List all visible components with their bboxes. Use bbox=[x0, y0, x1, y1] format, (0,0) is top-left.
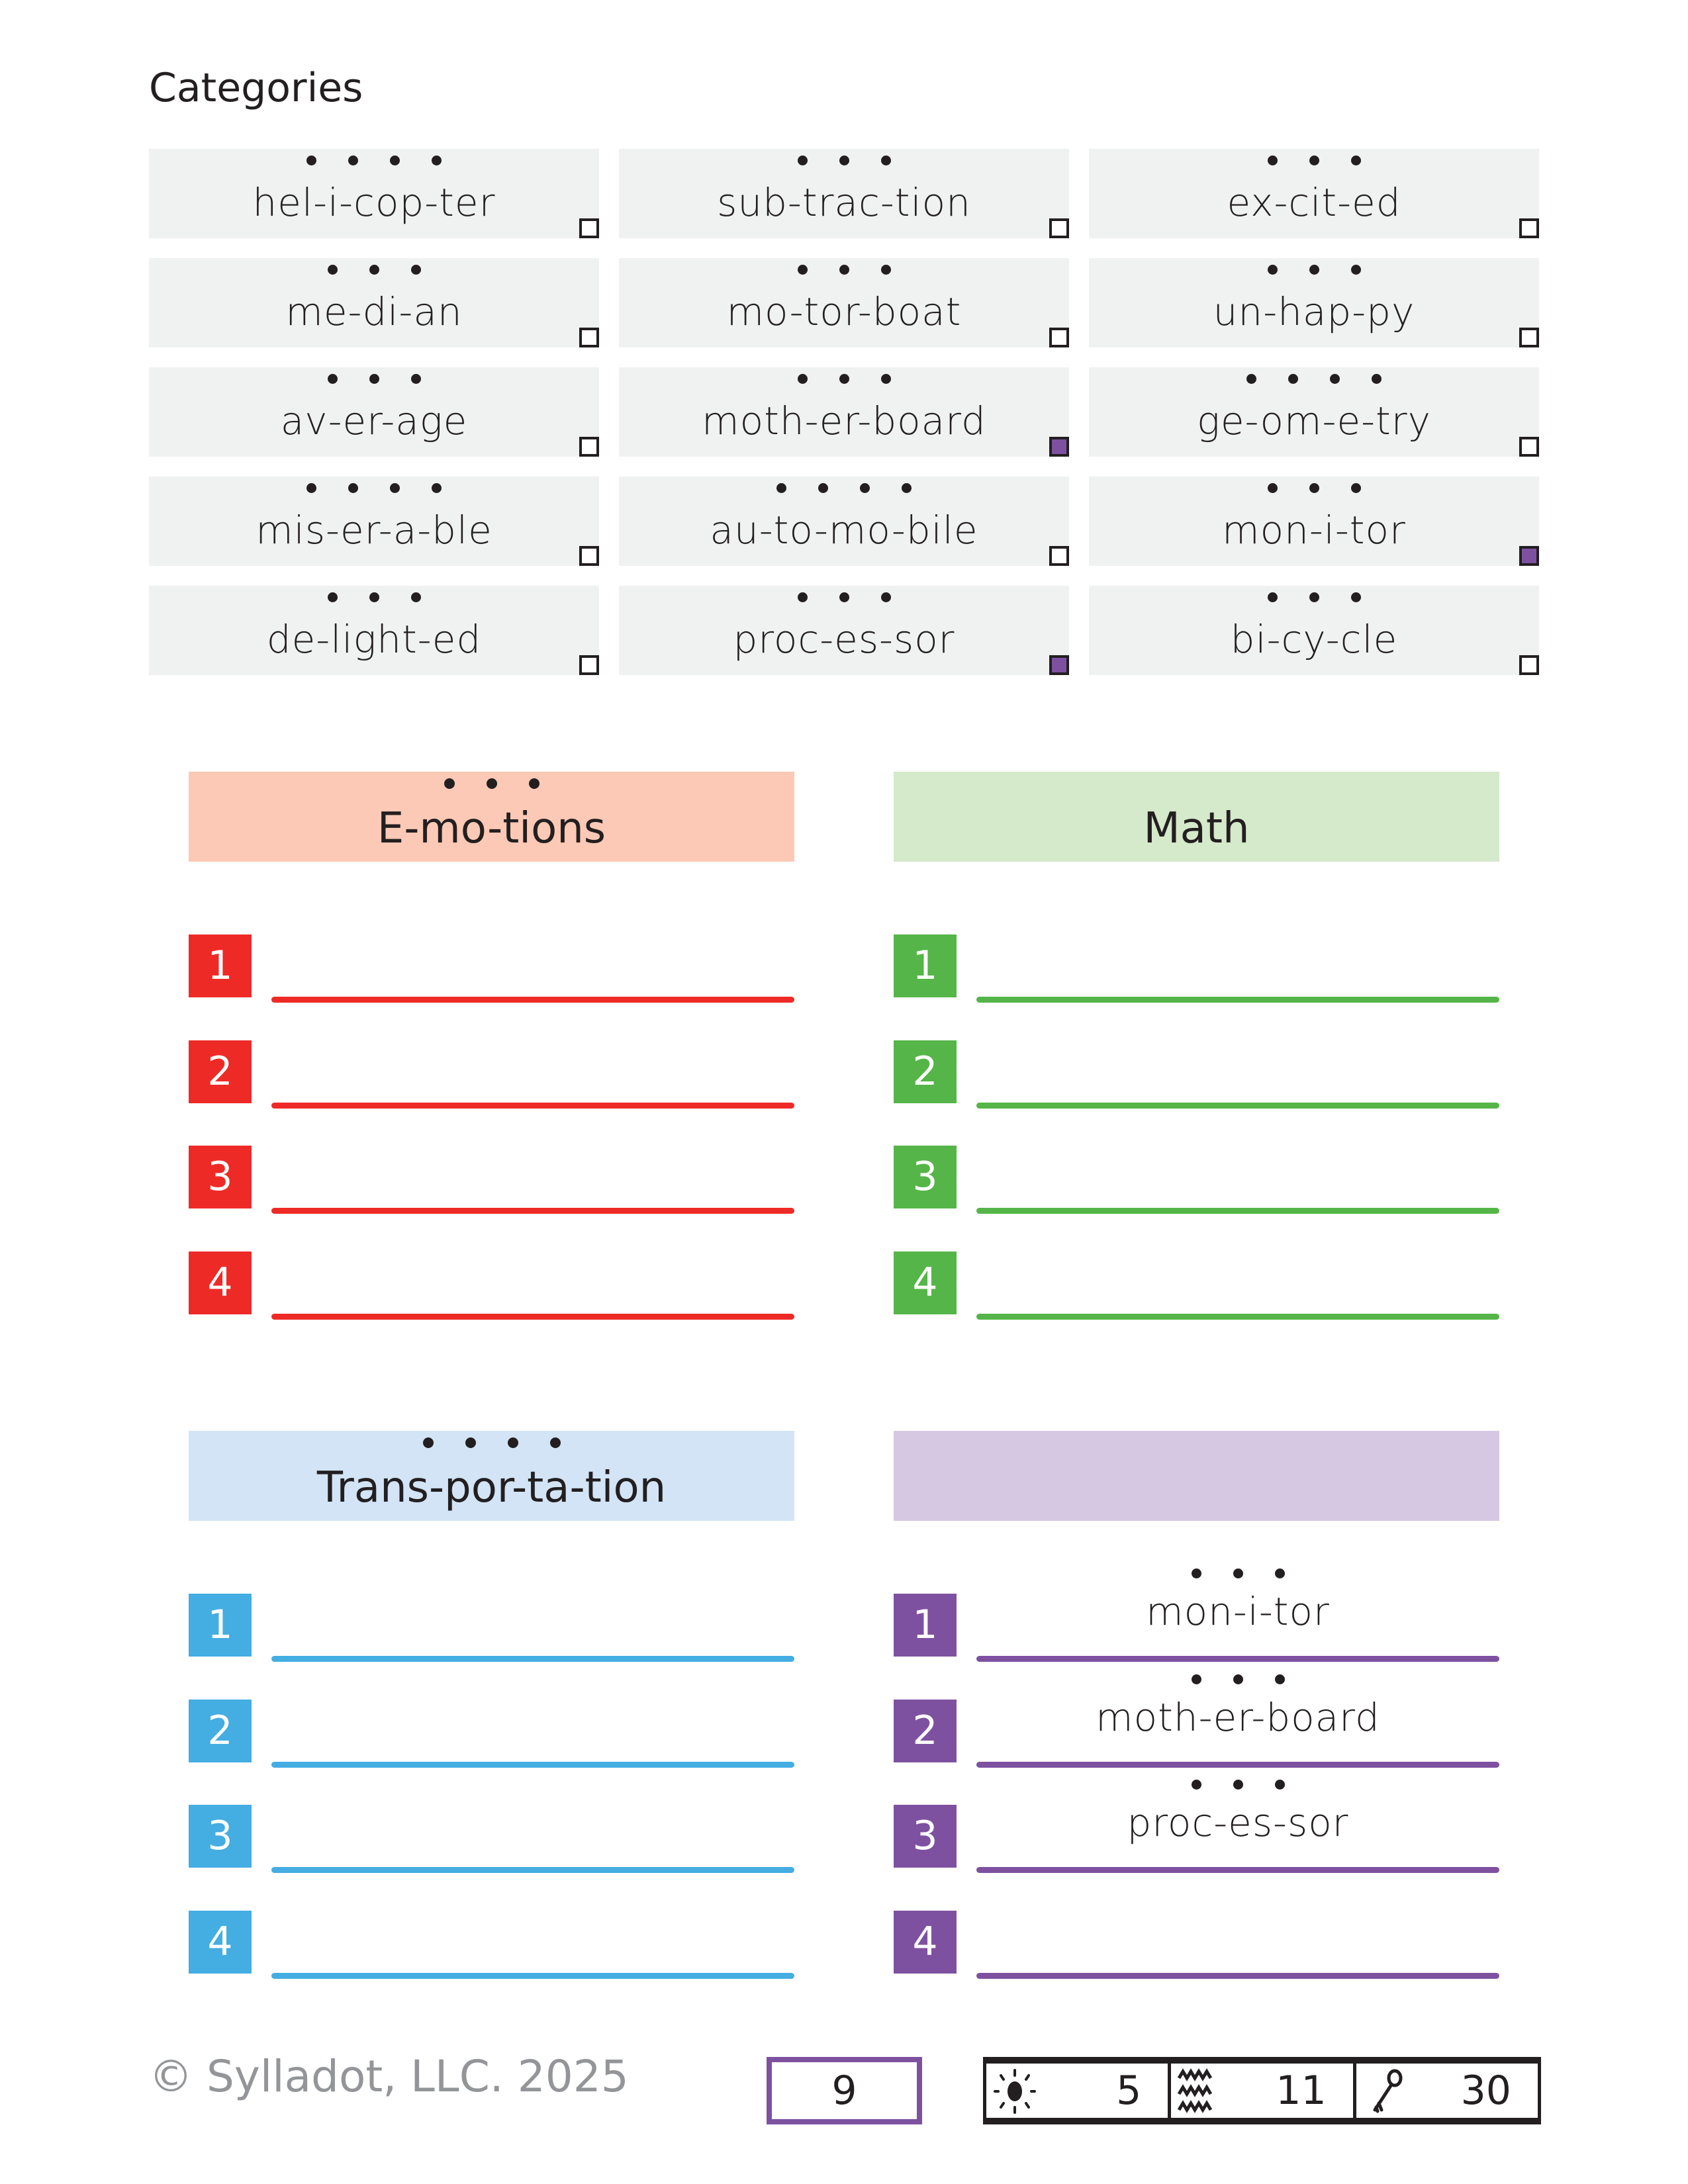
syllable-dot-icon bbox=[1192, 1674, 1201, 1684]
category-title: E-mo-tions bbox=[377, 804, 606, 853]
syllable-dot-icon bbox=[1233, 1780, 1243, 1790]
syllable-dots bbox=[189, 1437, 794, 1451]
word-card[interactable] bbox=[619, 586, 1069, 675]
word-card[interactable] bbox=[1089, 477, 1539, 566]
answer-line bbox=[976, 997, 1499, 1003]
copyright: © Sylladot, LLC. 2025 bbox=[149, 2051, 629, 2102]
answer-field[interactable] bbox=[271, 1120, 794, 1206]
row-number: 3 bbox=[189, 1805, 252, 1868]
score-key bbox=[1356, 2064, 1538, 2118]
word-card-label: proc-es-sor bbox=[733, 617, 955, 662]
answer-field[interactable] bbox=[271, 1780, 794, 1866]
syllable-dot-icon bbox=[550, 1437, 561, 1448]
word-card[interactable] bbox=[149, 367, 599, 457]
answer-field[interactable] bbox=[976, 1886, 1499, 1972]
waves-icon bbox=[1176, 2068, 1223, 2114]
answer-field[interactable] bbox=[976, 1674, 1499, 1760]
syllable-dot-icon bbox=[348, 156, 358, 165]
answer-field[interactable] bbox=[271, 1886, 794, 1972]
syllable-dots bbox=[619, 265, 1069, 278]
word-card-label: de-light-ed bbox=[266, 617, 482, 662]
syllable-dot-icon bbox=[1330, 374, 1340, 384]
answer-row bbox=[894, 934, 1499, 998]
syllable-dot-icon bbox=[1268, 483, 1278, 493]
word-card-label: au-to-mo-bile bbox=[710, 508, 978, 553]
word-card-label: me-di-an bbox=[285, 289, 463, 334]
answer-line bbox=[976, 1103, 1499, 1109]
syllable-dot-icon bbox=[1351, 156, 1361, 165]
answer-row bbox=[189, 1805, 794, 1868]
syllable-dot-icon bbox=[1309, 265, 1319, 275]
word-card[interactable] bbox=[1089, 586, 1539, 675]
answer-field[interactable] bbox=[976, 1780, 1499, 1866]
answer-field[interactable] bbox=[976, 1569, 1499, 1655]
syllable-dot-icon bbox=[1309, 483, 1319, 493]
word-card-label: mo-tor-boat bbox=[726, 289, 962, 334]
row-number: 1 bbox=[189, 1594, 252, 1657]
row-number: 4 bbox=[894, 1251, 957, 1314]
row-number: 3 bbox=[189, 1146, 252, 1208]
answer-field[interactable] bbox=[271, 909, 794, 995]
answer-row bbox=[189, 1146, 794, 1209]
word-card-label: bi-cy-cle bbox=[1230, 617, 1398, 662]
syllable-dot-icon bbox=[798, 592, 808, 602]
syllable-dots bbox=[619, 156, 1069, 169]
row-number: 4 bbox=[189, 1911, 252, 1974]
answer-text: mon-i-tor bbox=[1146, 1589, 1330, 1634]
syllable-dots bbox=[619, 592, 1069, 606]
answer-row bbox=[894, 1589, 1499, 1657]
answer-field[interactable] bbox=[976, 1226, 1499, 1312]
score-waves-value: 11 bbox=[1276, 2068, 1327, 2114]
word-checkbox[interactable] bbox=[579, 218, 599, 238]
syllable-dots bbox=[1089, 156, 1539, 169]
answer-field[interactable] bbox=[271, 1015, 794, 1101]
syllable-dot-icon bbox=[1309, 592, 1319, 602]
syllable-dot-icon bbox=[798, 265, 808, 275]
answer-line bbox=[271, 1762, 794, 1768]
answer-field[interactable] bbox=[976, 1015, 1499, 1101]
syllable-dot-icon bbox=[902, 483, 912, 493]
syllable-dots bbox=[976, 1780, 1499, 1793]
answer-line bbox=[976, 1208, 1499, 1214]
row-number: 1 bbox=[894, 1594, 957, 1657]
syllable-dot-icon bbox=[1351, 265, 1361, 275]
syllable-dot-icon bbox=[1268, 592, 1278, 602]
row-number: 2 bbox=[894, 1040, 957, 1103]
syllable-dots bbox=[149, 156, 599, 169]
word-card-label: sub-trac-tion bbox=[717, 180, 971, 225]
word-card[interactable] bbox=[1089, 258, 1539, 347]
word-card-label: moth-er-board bbox=[702, 398, 986, 443]
answer-line bbox=[271, 1973, 794, 1979]
syllable-dot-icon bbox=[328, 265, 338, 275]
answer-row bbox=[894, 1146, 1499, 1209]
syllable-dot-icon bbox=[348, 483, 358, 493]
word-checkbox[interactable] bbox=[1049, 218, 1069, 238]
syllable-dot-icon bbox=[1275, 1780, 1285, 1790]
word-checkbox[interactable] bbox=[1049, 546, 1069, 566]
word-card[interactable] bbox=[1089, 149, 1539, 238]
syllable-dot-icon bbox=[818, 483, 828, 493]
syllable-dot-icon bbox=[881, 156, 891, 165]
syllable-dot-icon bbox=[432, 483, 442, 493]
row-number: 2 bbox=[189, 1700, 252, 1762]
syllable-dot-icon bbox=[1351, 483, 1361, 493]
syllable-dot-icon bbox=[529, 778, 539, 789]
word-card-label: mis-er-a-ble bbox=[256, 508, 492, 553]
page-title: Categories bbox=[149, 65, 363, 111]
syllable-dot-icon bbox=[1288, 374, 1298, 384]
syllable-dot-icon bbox=[1275, 1674, 1285, 1684]
syllable-dots bbox=[149, 592, 599, 606]
answer-text: moth-er-board bbox=[1096, 1694, 1380, 1740]
word-checkbox[interactable] bbox=[1519, 655, 1539, 675]
category-emotions bbox=[189, 772, 794, 1367]
syllable-dot-icon bbox=[1192, 1569, 1201, 1578]
answer-row bbox=[189, 1700, 794, 1763]
syllable-dot-icon bbox=[839, 265, 849, 275]
syllable-dots bbox=[1089, 592, 1539, 606]
answer-line bbox=[976, 1656, 1499, 1662]
syllable-dots bbox=[976, 1569, 1499, 1582]
word-checkbox[interactable] bbox=[579, 437, 599, 457]
word-checkbox[interactable] bbox=[1049, 328, 1069, 347]
syllable-dot-icon bbox=[1233, 1569, 1243, 1578]
score-box bbox=[983, 2057, 1541, 2124]
answer-row bbox=[189, 934, 794, 998]
answer-row bbox=[189, 1594, 794, 1657]
syllable-dot-icon bbox=[444, 778, 455, 789]
word-card-label: ge-om-e-try bbox=[1197, 398, 1431, 443]
row-number: 1 bbox=[894, 934, 957, 997]
syllable-dots bbox=[619, 374, 1069, 387]
syllable-dot-icon bbox=[860, 483, 870, 493]
syllable-dot-icon bbox=[508, 1437, 518, 1448]
answer-field[interactable] bbox=[271, 1226, 794, 1312]
syllable-dot-icon bbox=[798, 374, 808, 384]
syllable-dot-icon bbox=[306, 483, 316, 493]
category-header bbox=[894, 772, 1499, 862]
word-card[interactable] bbox=[1089, 367, 1539, 457]
syllable-dot-icon bbox=[1268, 265, 1278, 275]
syllable-dot-icon bbox=[390, 156, 400, 165]
answer-line bbox=[976, 1314, 1499, 1320]
syllable-dot-icon bbox=[369, 374, 379, 384]
row-number: 3 bbox=[894, 1146, 957, 1208]
answer-row bbox=[894, 1694, 1499, 1763]
row-number: 1 bbox=[189, 934, 252, 997]
category-header bbox=[189, 772, 794, 862]
row-number: 3 bbox=[894, 1805, 957, 1868]
word-checkbox[interactable] bbox=[1519, 546, 1539, 566]
answer-text: proc-es-sor bbox=[1127, 1800, 1349, 1845]
word-checkbox[interactable] bbox=[1049, 655, 1069, 675]
word-card-label: mon-i-tor bbox=[1222, 508, 1406, 553]
key-icon bbox=[1362, 2068, 1408, 2114]
answer-field[interactable] bbox=[271, 1674, 794, 1760]
row-number: 4 bbox=[894, 1911, 957, 1974]
syllable-dot-icon bbox=[1372, 374, 1382, 384]
answer-line bbox=[271, 997, 794, 1003]
syllable-dots bbox=[149, 265, 599, 278]
score-waves bbox=[1171, 2064, 1356, 2118]
answer-row bbox=[894, 1800, 1499, 1868]
word-checkbox[interactable] bbox=[1519, 437, 1539, 457]
syllable-dot-icon bbox=[798, 156, 808, 165]
word-checkbox[interactable] bbox=[579, 328, 599, 347]
answer-line bbox=[271, 1103, 794, 1109]
word-card[interactable] bbox=[149, 258, 599, 347]
word-card[interactable] bbox=[149, 477, 599, 566]
syllable-dot-icon bbox=[1275, 1569, 1285, 1578]
word-checkbox[interactable] bbox=[1519, 328, 1539, 347]
answer-row bbox=[189, 1040, 794, 1104]
category-transportation bbox=[189, 1431, 794, 2026]
category-unnamed bbox=[894, 1431, 1499, 2026]
syllable-dot-icon bbox=[369, 592, 379, 602]
syllable-dots bbox=[189, 778, 794, 792]
syllable-dots bbox=[1089, 483, 1539, 496]
syllable-dots bbox=[976, 1674, 1499, 1688]
answer-field[interactable] bbox=[976, 1120, 1499, 1206]
word-card-label: av-er-age bbox=[280, 398, 468, 443]
answer-line bbox=[976, 1867, 1499, 1873]
syllable-dot-icon bbox=[487, 778, 497, 789]
word-checkbox[interactable] bbox=[1049, 437, 1069, 457]
syllable-dot-icon bbox=[369, 265, 379, 275]
syllable-dot-icon bbox=[1351, 592, 1361, 602]
word-checkbox[interactable] bbox=[579, 546, 599, 566]
category-header bbox=[894, 1431, 1499, 1521]
answer-row bbox=[189, 1251, 794, 1315]
row-number: 4 bbox=[189, 1251, 252, 1314]
syllable-dots bbox=[1089, 265, 1539, 278]
syllable-dot-icon bbox=[411, 374, 421, 384]
word-card-label: ex-cit-ed bbox=[1227, 180, 1401, 225]
word-card-label: hel-i-cop-ter bbox=[252, 180, 496, 225]
word-card-label: un-hap-py bbox=[1213, 289, 1415, 334]
word-card[interactable] bbox=[619, 477, 1069, 566]
word-card[interactable] bbox=[619, 149, 1069, 238]
answer-row bbox=[894, 1251, 1499, 1315]
syllable-dot-icon bbox=[839, 374, 849, 384]
syllable-dots bbox=[149, 483, 599, 496]
syllable-dot-icon bbox=[881, 592, 891, 602]
answer-row bbox=[894, 1911, 1499, 1974]
syllable-dot-icon bbox=[1192, 1780, 1201, 1790]
answer-line bbox=[976, 1762, 1499, 1768]
answer-row bbox=[894, 1040, 1499, 1104]
answer-field[interactable] bbox=[976, 909, 1499, 995]
syllable-dot-icon bbox=[328, 592, 338, 602]
word-card[interactable] bbox=[619, 258, 1069, 347]
syllable-dot-icon bbox=[328, 374, 338, 384]
syllable-dot-icon bbox=[411, 592, 421, 602]
category-math bbox=[894, 772, 1499, 1367]
syllable-dots bbox=[619, 483, 1069, 496]
syllable-dot-icon bbox=[1233, 1674, 1243, 1684]
answer-line bbox=[271, 1867, 794, 1873]
answer-line bbox=[271, 1208, 794, 1214]
answer-line bbox=[271, 1656, 794, 1662]
syllable-dot-icon bbox=[839, 156, 849, 165]
score-key-value: 30 bbox=[1460, 2068, 1511, 2114]
word-card[interactable] bbox=[149, 586, 599, 675]
syllable-dot-icon bbox=[881, 265, 891, 275]
answer-line bbox=[976, 1973, 1499, 1979]
syllable-dot-icon bbox=[411, 265, 421, 275]
category-header bbox=[189, 1431, 794, 1521]
syllable-dot-icon bbox=[306, 156, 316, 165]
syllable-dot-icon bbox=[465, 1437, 476, 1448]
word-card[interactable] bbox=[619, 367, 1069, 457]
syllable-dot-icon bbox=[1268, 156, 1278, 165]
score-sun-value: 5 bbox=[1116, 2068, 1142, 2114]
word-card[interactable] bbox=[149, 149, 599, 238]
syllable-dot-icon bbox=[881, 374, 891, 384]
category-title: Math bbox=[1143, 804, 1250, 853]
page-number: 9 bbox=[767, 2057, 922, 2124]
syllable-dots bbox=[1089, 374, 1539, 387]
syllable-dot-icon bbox=[839, 592, 849, 602]
syllable-dot-icon bbox=[390, 483, 400, 493]
syllable-dot-icon bbox=[1246, 374, 1256, 384]
answer-row bbox=[189, 1911, 794, 1974]
syllable-dot-icon bbox=[1309, 156, 1319, 165]
syllable-dot-icon bbox=[423, 1437, 434, 1448]
syllable-dot-icon bbox=[432, 156, 442, 165]
word-checkbox[interactable] bbox=[579, 655, 599, 675]
answer-field[interactable] bbox=[271, 1569, 794, 1655]
row-number: 2 bbox=[894, 1700, 957, 1762]
syllable-dots bbox=[149, 374, 599, 387]
syllable-dot-icon bbox=[776, 483, 786, 493]
sun-icon bbox=[992, 2068, 1038, 2114]
score-sun bbox=[986, 2064, 1171, 2118]
answer-line bbox=[271, 1314, 794, 1320]
word-checkbox[interactable] bbox=[1519, 218, 1539, 238]
row-number: 2 bbox=[189, 1040, 252, 1103]
category-title: Trans-por-ta-tion bbox=[316, 1463, 667, 1512]
